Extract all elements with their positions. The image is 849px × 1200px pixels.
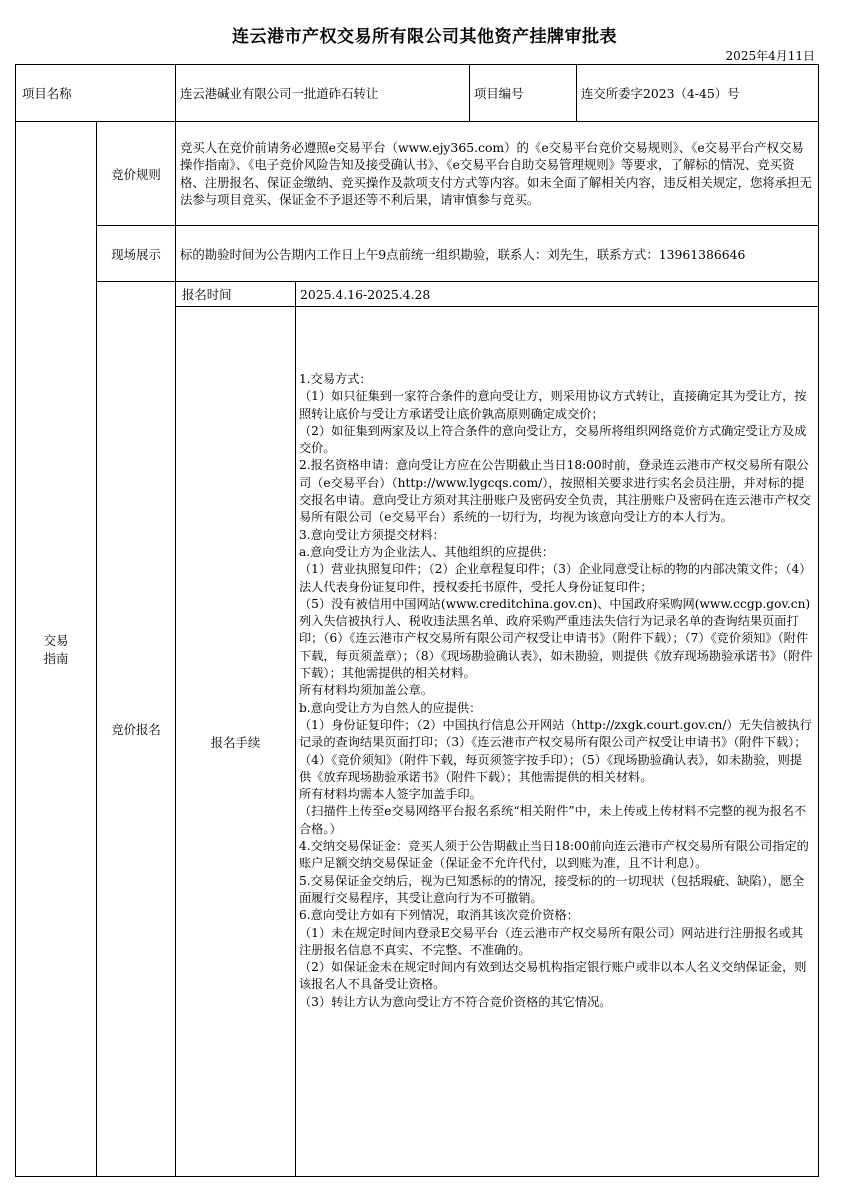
procedure-line: （2）如保证金未在规定时间内有效到达交易机构指定银行账户或非以本人名义交纳保证金，则该报名人不具备受让资格。 xyxy=(299,960,807,992)
project-code-value: 连交所委字2023（4-45）号 xyxy=(577,65,819,122)
procedure-line: （1）未在规定时间内登录E交易平台（连云港市产权交易所有限公司）网站进行注册报名或其注册报名信息不真实、不完整、不准确的。 xyxy=(299,925,804,957)
bidding-rules-text: 竞买人在竞价前请务必遵照e交易平台（www.ejy365.com）的《e交易平台竞价交易规则》、《e交易平台产权交易操作指南》、《电子竞价风险告知及接受确认书》、《e交易平台自助交易管理规则》等要求，了解标的情况、竞买资格、注册报名、保证金缴纳、竞买操作及款项支付方式等内容。如未全面了解相关内容，违反相关规定，您将承担无法参与项目竞买、保证金不予退还等不利后果，请审慎参与竞买。 xyxy=(176,122,819,226)
signup-procedure-text xyxy=(296,307,818,1011)
bidding-signup-label: 竞价报名 xyxy=(97,282,176,1177)
signup-procedure-cell xyxy=(296,307,819,1177)
approval-form-table xyxy=(15,64,819,1177)
rules-row xyxy=(16,122,819,226)
trading-guide-label xyxy=(16,122,97,1177)
procedure-line: 3.意向受让方须提交材料： xyxy=(299,527,445,542)
onsite-display-text: 标的勘验时间为公告期内工作日上午9点前统一组织勘验，联系人：刘先生，联系方式：13961386646 xyxy=(176,226,819,282)
trading-guide-label-line2: 指南 xyxy=(43,651,69,666)
signup-time-value: 2025.4.16-2025.4.28 xyxy=(296,282,819,307)
procedure-line: 1.交易方式： xyxy=(299,372,372,386)
procedure-line: （1）营业执照复印件；（2）企业章程复印件；（3）企业同意受让标的物的内部决策文件；（4）法人代表身份证复印件，授权委托书原件，受托人身份证复印件； xyxy=(299,562,812,594)
project-name-label: 项目名称 xyxy=(16,65,176,122)
signup-time-row xyxy=(16,282,819,307)
procedure-line: b.意向受让方为自然人的应提供： xyxy=(299,700,482,715)
procedure-line: （2）如征集到两家及以上符合条件的意向受让方，交易所将组织网络竞价方式确定受让方及成交价。 xyxy=(299,423,807,456)
project-name-value: 连云港碱业有限公司一批道砟石转让 xyxy=(176,65,470,122)
page-title: 连云港市产权交易所有限公司其他资产挂牌审批表 xyxy=(232,27,617,47)
procedure-line: （3）转让方认为意向受让方不符合竞价资格的其它情况。 xyxy=(299,994,612,1009)
procedure-line: 4.交纳交易保证金：竞买人须于公告期截止当日18:00前向连云港市产权交易所有限公司指定的账户足额交纳交易保证金（保证金不允许代付，以到账为准，且不计利息）。 xyxy=(299,839,809,871)
onsite-row xyxy=(16,226,819,282)
procedure-line: 所有材料均须加盖公章。 xyxy=(299,683,434,698)
onsite-display-label: 现场展示 xyxy=(97,226,176,282)
procedure-line: 6.意向受让方如有下列情况，取消其该次竞价资格： xyxy=(299,908,579,923)
procedure-line: a.意向受让方为企业法人、其他组织的应提供： xyxy=(299,544,554,559)
project-row xyxy=(16,65,819,122)
procedure-line: 5.交易保证金交纳后，视为已知悉标的的情况，接受标的的一切现状（包括瑕疵、缺陷），愿全面履行交易程序，其受让意向行为不可撤销。 xyxy=(299,873,805,905)
procedure-line: 所有材料均需本人签字加盖手印。 xyxy=(299,787,482,802)
trading-guide-label-line1: 交易 xyxy=(43,633,69,648)
procedure-line: （1）身份证复印件；（2）中国执行信息公开网站（http://zxgk.court.gov.cn/）无失信被执行记录的查询结果页面打印；（3）《连云港市产权交易所有限公司产权受让申请书》（附件下载）；（4）《竞价须知》（附件下载，每页须签字按手印）；（5）《现场勘验确认表》，如未勘验，则提供《放弃现场勘验承诺书》（附件下载）；其他需提供的相关材料。 xyxy=(299,717,812,784)
project-code-label: 项目编号 xyxy=(470,65,577,122)
signup-time-label: 报名时间 xyxy=(176,282,296,307)
procedure-line: （扫描件上传至e交易网络平台报名系统“相关附件”中，未上传或上传材料不完整的视为报名不合格。） xyxy=(299,804,807,836)
form-date: 2025年4月11日 xyxy=(725,49,815,63)
signup-procedure-label: 报名手续 xyxy=(176,307,296,1177)
bidding-rules-label: 竞价规则 xyxy=(97,122,176,226)
procedure-line: 2.报名资格申请：意向受让方应在公告期截止当日18:00时前，登录连云港市产权交易所有限公司（e交易平台）（http://www.lygcqs.com/），按照相关要求进行实名会员注册，并对标的提交报名申请。意向受让方须对其注册账户及密码安全负责，其注册账户及密码在连云港市产权交易所有限公司（e交易平台）系统的一切行为，均视为该意向受让方的本人行为。 xyxy=(299,458,811,525)
procedure-line: （1）如只征集到一家符合条件的意向受让方，则采用协议方式转让，直接确定其为受让方，按照转让底价与受让方承诺受让底价孰高原则确定成交价； xyxy=(299,389,807,421)
procedure-line: （5）没有被信用中国网站(www.creditchina.gov.cn)、中国政府采购网(www.ccgp.gov.cn)列入失信被执行人、税收违法黑名单、政府采购严重违法失信行为记录名单的查询结果页面打印；（6）《连云港市产权交易所有限公司产权受让申请书》（附件下载）；（7）《竞价须知》（附件下载，每页须盖章）；（8）《现场勘验确认表》，如未勘验，则提供《放弃现场勘验承诺书》（附件下载）；其他需提供的相关材料。 xyxy=(299,596,813,681)
